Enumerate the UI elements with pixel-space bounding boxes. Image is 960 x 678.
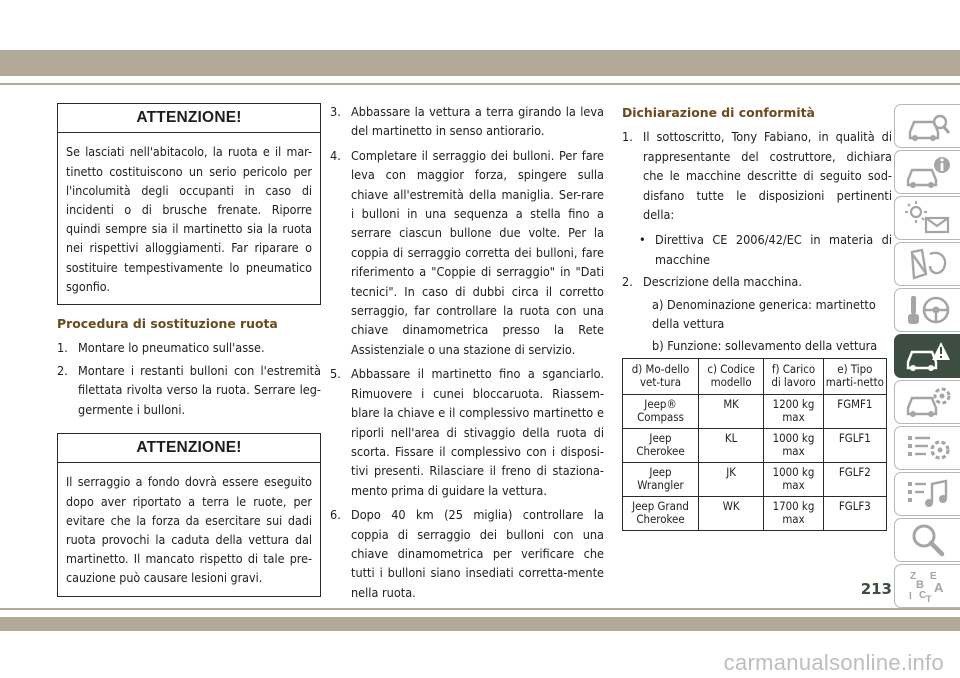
directive-list: [622, 230, 892, 269]
index-letter: I: [908, 591, 912, 602]
tab-getting-to-know-vehicle[interactable]: [894, 104, 960, 148]
section-title: Procedura di sostituzione ruota: [57, 316, 278, 332]
list-item: 4. Completare il serraggio dei bulloni. Per fare leva con maggior forza, spingere sulla chiave all'estremità della maniglia. Ser-rare i bulloni in una sequenza a stella fino a serrare ciascun bullone due volte. Per la coppia di serraggio corretta dei bulloni, fare riferimento a "Coppie di serraggio" in "Dati tecnici". In caso di dubbi circa il corretto serraggio, far controllare la ruota con una chiave dinamometrica presso la Rete Assistenziale o una stazione di servizio.: [330, 147, 604, 357]
list-item: 6. Dopo 40 km (25 miglia) controllare la coppia di serraggio dei bulloni con una chiave dinamometrica per verificare che tutti i bulloni siano insediati corretta-mente nella ruota.: [330, 507, 604, 600]
tab-warning-lights[interactable]: [894, 196, 960, 240]
tab-search[interactable]: [894, 518, 960, 562]
table-cell: Jeep® Compass: [623, 394, 699, 428]
table-cell: 1700 kg max: [764, 496, 823, 530]
warning-box: [57, 103, 321, 305]
header-rule: [0, 83, 960, 85]
tab-vehicle-info[interactable]: [894, 150, 960, 194]
procedure-steps: [57, 338, 321, 419]
tab-safety[interactable]: [894, 242, 960, 286]
conformity-list: [622, 272, 892, 291]
table-cell: KL: [699, 428, 764, 462]
index-letter: A: [933, 580, 943, 595]
page-number: 213: [860, 580, 892, 598]
jack-table: [622, 358, 887, 531]
tab-technical-specifications[interactable]: [894, 426, 960, 470]
tab-starting-driving[interactable]: [894, 288, 960, 332]
right-column: [622, 103, 892, 531]
table-cell: FGLF1: [823, 428, 886, 462]
left-column: [57, 103, 321, 597]
table-cell: Jeep Cherokee: [623, 428, 699, 462]
index-letter: Z: [909, 571, 916, 582]
multimedia-icon: [904, 476, 952, 512]
car-search-icon: [904, 108, 952, 144]
watermark: carmanualsonline.info: [723, 650, 944, 675]
table-cell: MK: [699, 394, 764, 428]
table-header: c) Codice modello: [699, 358, 764, 394]
procedure-steps-continued: [330, 102, 604, 602]
table-row: [623, 462, 887, 496]
index-letter: E: [929, 571, 937, 582]
tab-in-case-of-emergency[interactable]: [894, 334, 960, 378]
list-item: 5. Abbassare il martinetto fino a sganciarlo. Rimuovere i cunei bloccaruota. Riassem-blare la chiave e il complessivo martinetto e riporli nell'area di stivaggio della ruota di scorta. Fissare il complessivo con i disposi-tivi presenti. Rilasciare il freno di staziona-mento prima di guidare la vettura.: [330, 366, 604, 498]
table-cell: Jeep Grand Cherokee: [623, 496, 699, 530]
table-header-row: [623, 358, 887, 394]
warning-box: [57, 433, 321, 597]
table-cell: JK: [699, 462, 764, 496]
conformity-list: [622, 127, 892, 224]
car-breakdown-icon: [904, 338, 952, 374]
table-header: f) Carico di lavoro: [764, 358, 823, 394]
table-cell: WK: [699, 496, 764, 530]
table-cell: 1000 kg max: [764, 462, 823, 496]
starting-driving-icon: [904, 292, 952, 328]
table-cell: 1000 kg max: [764, 428, 823, 462]
list-item: 2. Descrizione della macchina.: [622, 274, 802, 290]
footer-band: [0, 617, 960, 631]
table-row: [623, 496, 887, 530]
middle-column: [330, 102, 604, 602]
table-header: e) Tipo marti-netto: [823, 358, 886, 394]
header-band: [0, 50, 960, 76]
table-header: d) Mo-dello vet-tura: [623, 358, 699, 394]
tab-multimedia[interactable]: [894, 472, 960, 516]
table-row: [623, 428, 887, 462]
car-info-icon: [904, 154, 952, 190]
technical-data-icon: [904, 430, 952, 466]
list-item: 1. Montare lo pneumatico sull'asse.: [57, 340, 265, 356]
warning-text: Se lasciati nell'abitacolo, la ruota e il mar-tinetto costituiscono un serio pericolo per l'incolumità degli occupanti in caso di incidenti o di brusche frenate. Riporre quindi sempre sia il martinetto sia la ruota nei rispettivi alloggiamenti. Far riparare o sostituire tempestivamente lo pneumatico sgonfio.: [66, 144, 312, 294]
table-cell: Jeep Wrangler: [623, 462, 699, 496]
footer-rule: [0, 608, 960, 610]
search-icon: [904, 522, 952, 558]
chapter-tabs: [894, 104, 960, 610]
index-letter: B: [915, 579, 924, 591]
table-cell: FGMF1: [823, 394, 886, 428]
tab-servicing-maintenance[interactable]: [894, 380, 960, 424]
list-item: • Direttiva CE 2006/42/EC in materia di macchine: [639, 232, 892, 267]
list-item: 2. Montare i restanti bulloni con l'estremità filettata rivolta verso la ruota. Serrare leg-germente i bulloni.: [57, 362, 321, 417]
machine-function: b) Funzione: sollevamento della vettura: [652, 338, 878, 354]
machine-designation: a) Denominazione generica: martinetto della vettura: [652, 296, 876, 332]
index-letter: C: [918, 590, 926, 601]
table-cell: FGLF2: [823, 462, 886, 496]
seatbelt-airbag-icon: [904, 246, 952, 282]
tab-index[interactable]: [894, 564, 960, 608]
table-cell: 1200 kg max: [764, 394, 823, 428]
warning-text: Il serraggio a fondo dovrà essere eseguito dopo aver riportato a terra le ruote, per evitare che la forza da esercitare sui dadi ruota provochi la caduta della vettura dal martinetto. Il mancato rispetto di tale pre-cauzione può causare lesioni gravi.: [66, 474, 312, 586]
section-title: Dichiarazione di conformità: [622, 105, 815, 120]
car-maintenance-icon: [904, 384, 952, 420]
table-row: [623, 394, 887, 428]
list-item: 1. Il sottoscritto, Tony Fabiano, in qualità di rappresentante del costruttore, dichiara che le macchine descritte di seguito sod-disfano tutte le disposizioni pertinenti della:: [622, 129, 892, 223]
list-item: 3. Abbassare la vettura a terra girando la leva del martinetto in senso antiorario.: [330, 104, 604, 139]
table-cell: FGLF3: [823, 496, 886, 530]
warning-title: ATTENZIONE!: [58, 434, 320, 463]
warning-lights-icon: [904, 200, 952, 236]
index-letter: T: [925, 594, 931, 604]
warning-title: ATTENZIONE!: [58, 104, 320, 133]
alphabetical-index-icon: [904, 568, 952, 604]
